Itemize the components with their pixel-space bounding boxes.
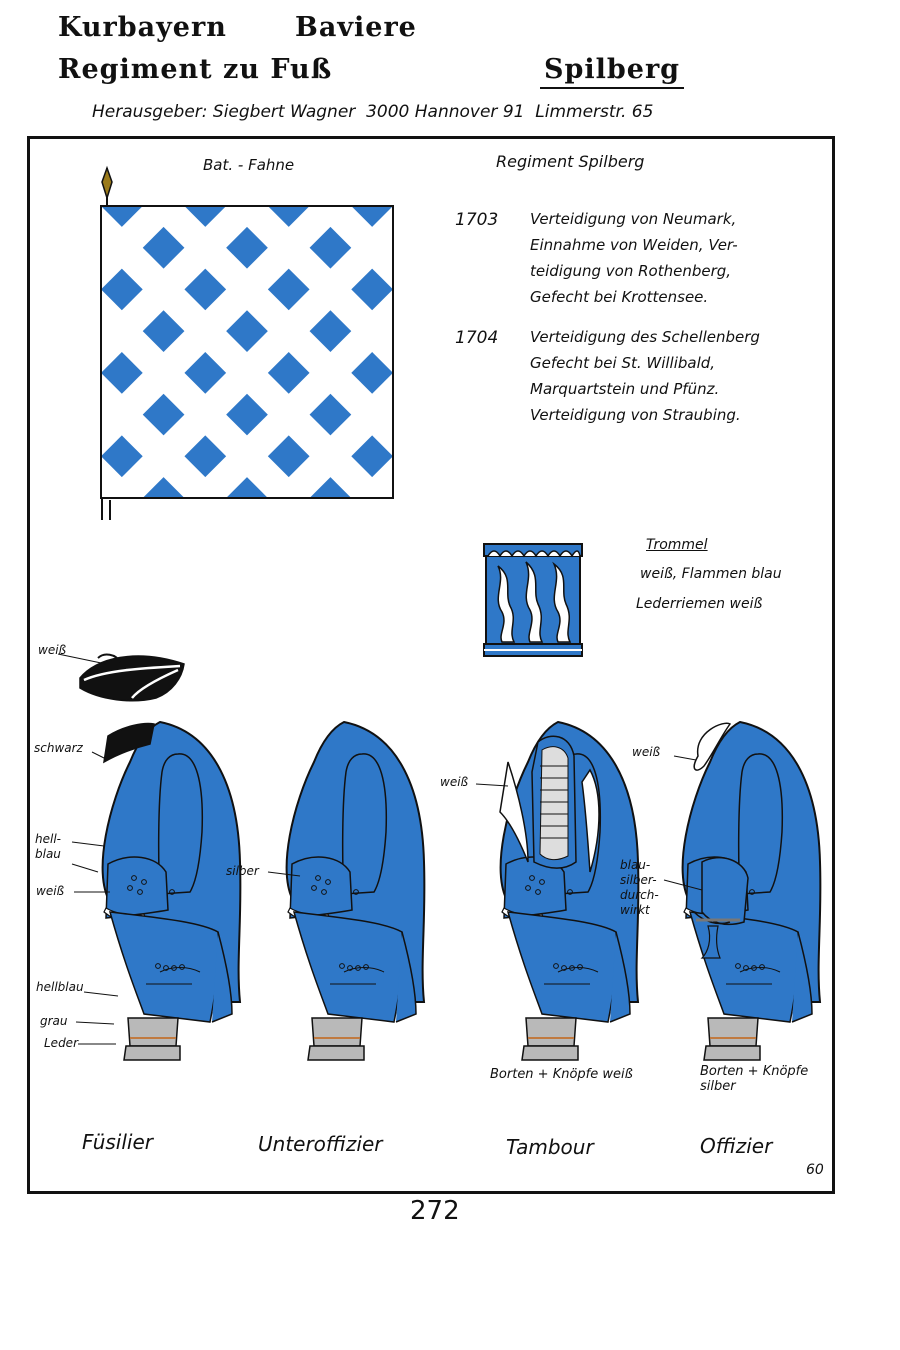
flag-label: Bat. - Fahne: [203, 156, 295, 174]
drum-heading: Trommel: [646, 537, 708, 553]
caption-unteroffizier: Unteroffizier: [258, 1132, 383, 1156]
label-leder: Leder: [44, 1036, 79, 1050]
figure-tambour: [500, 722, 638, 1060]
history-line: Verteidigung von Neumark,: [530, 210, 737, 228]
caption-tambour: Tambour: [506, 1135, 594, 1159]
caption-offizier: Offizier: [700, 1134, 773, 1158]
history-line: teidigung von Rothenberg,: [530, 262, 732, 280]
history-year: 1703: [455, 210, 499, 230]
drum-line-1: weiß, Flammen blau: [640, 566, 782, 582]
title-line1-left: Kurbayern: [58, 12, 227, 43]
label-officer-sash: blau- silber- durch- wirkt: [620, 858, 659, 917]
label-tambour-note: Borten + Knöpfe weiß: [490, 1067, 633, 1082]
plate-number: 60: [806, 1162, 824, 1178]
history-line: Gefecht bei Krottensee.: [530, 288, 709, 306]
label-schwarz: schwarz: [34, 741, 83, 755]
label-officer-white: weiß: [632, 745, 661, 759]
title-line1-right: Baviere: [295, 12, 417, 43]
publisher-line: Herausgeber: Siegbert Wagner 3000 Hannover 91 Limmerstr. 65: [92, 102, 654, 122]
figure-fusilier: [103, 722, 241, 1060]
history-line: Verteidigung von Straubing.: [530, 406, 741, 424]
history-year: 1704: [455, 328, 499, 348]
label-hellblau: hell- blau: [35, 832, 61, 861]
label-weiss-cuff: weiß: [36, 884, 65, 898]
hat-annotation: weiß: [38, 643, 67, 657]
title-line2: Regiment zu Fuß: [58, 54, 333, 85]
figure-offizier: [683, 722, 821, 1060]
label-silber: silber: [226, 864, 259, 878]
label-hellblau-skirt: hellblau: [36, 980, 84, 994]
history-line: Verteidigung des Schellenberg: [530, 328, 760, 346]
label-officer-note: Borten + Knöpfe silber: [700, 1064, 809, 1094]
history-line: Einnahme von Weiden, Ver-: [530, 236, 738, 254]
regiment-name: Spilberg: [540, 54, 684, 89]
history-line: Marquartstein und Pfünz.: [530, 380, 720, 398]
page-number: 272: [410, 1196, 460, 1226]
figure-unteroffizier: [287, 722, 425, 1060]
label-grau: grau: [40, 1014, 68, 1028]
history-line: Gefecht bei St. Willibald,: [530, 354, 716, 372]
history-heading: Regiment Spilberg: [496, 152, 645, 171]
drum-line-2: Lederriemen weiß: [636, 596, 763, 612]
caption-fusilier: Füsilier: [82, 1130, 153, 1154]
label-tambour-white: weiß: [440, 775, 469, 789]
